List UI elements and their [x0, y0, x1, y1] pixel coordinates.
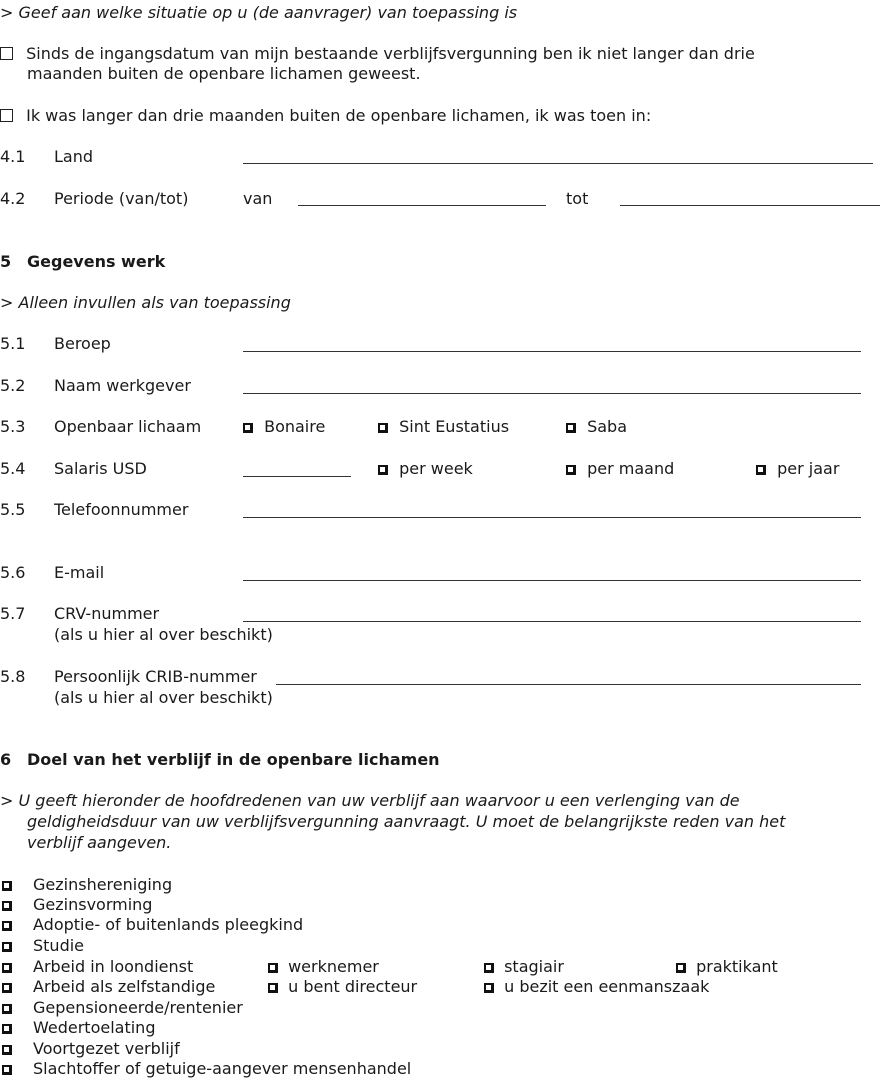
periode-from-label: van	[243, 189, 273, 208]
field-label-periode: Periode (van/tot)	[54, 189, 189, 208]
checkbox-icon[interactable]	[268, 983, 278, 993]
option-per-jaar[interactable]: per jaar	[756, 459, 839, 479]
input-line-beroep[interactable]	[243, 351, 861, 352]
reason-mensenhandel[interactable]: Slachtoffer of getuige-aangever mensenhandel	[0, 1059, 411, 1079]
field-number: 4.1	[0, 147, 26, 166]
section5-heading-number: 5	[0, 252, 12, 271]
reason-arbeid-zelfstandige[interactable]: Arbeid als zelfstandige	[0, 977, 215, 997]
checkbox-icon[interactable]	[2, 983, 12, 993]
option-eenmanszaak[interactable]: u bezit een eenmanszaak	[484, 977, 709, 997]
option-stagiair[interactable]: stagiair	[484, 957, 564, 977]
checkbox-icon[interactable]	[0, 47, 13, 60]
field-number: 5.6	[0, 563, 26, 582]
reason-gepensioneerde[interactable]: Gepensioneerde/rentenier	[0, 998, 243, 1018]
periode-to-label: tot	[566, 189, 589, 208]
reason-studie[interactable]: Studie	[0, 936, 84, 956]
input-line-periode-to[interactable]	[620, 205, 880, 206]
field-number: 5.8	[0, 667, 26, 686]
checkbox-icon[interactable]	[566, 423, 576, 433]
reason-gezinshereniging[interactable]: Gezinshereniging	[0, 875, 172, 895]
option-abroad-label: Ik was langer dan drie maanden buiten de openbare lichamen, ik was toen in:	[26, 106, 652, 125]
field-label-crv: CRV-nummer	[54, 604, 160, 623]
option-directeur[interactable]: u bent directeur	[268, 977, 417, 997]
checkbox-icon[interactable]	[2, 1004, 12, 1014]
checkbox-icon[interactable]	[2, 942, 12, 952]
option-abroad[interactable]	[0, 106, 651, 126]
input-line-werkgever[interactable]	[243, 393, 861, 394]
option-saba[interactable]: Saba	[566, 417, 627, 437]
option-per-maand[interactable]: per maand	[566, 459, 674, 479]
field-number: 5.4	[0, 459, 26, 478]
input-line-crib[interactable]	[276, 684, 861, 685]
checkbox-icon[interactable]	[2, 1065, 12, 1075]
checkbox-icon[interactable]	[2, 881, 12, 891]
section5-instruction: > Alleen invullen als van toepassing	[0, 293, 291, 312]
section6-heading: Doel van het verblijf in de openbare lichamen	[27, 750, 440, 769]
input-line-land[interactable]	[243, 163, 873, 164]
input-line-telefoon[interactable]	[243, 517, 861, 518]
reason-adoptie[interactable]: Adoptie- of buitenlands pleegkind	[0, 915, 303, 935]
reason-arbeid-loondienst[interactable]: Arbeid in loondienst	[0, 957, 193, 977]
field-label-crib: Persoonlijk CRIB-nummer	[54, 667, 257, 686]
checkbox-icon[interactable]	[378, 465, 388, 475]
field-number: 5.2	[0, 376, 26, 395]
field-label-land: Land	[54, 147, 94, 166]
checkbox-icon[interactable]	[756, 465, 766, 475]
checkbox-icon[interactable]	[0, 109, 13, 122]
field-sublabel-crib: (als u hier al over beschikt)	[54, 688, 273, 707]
field-number: 5.7	[0, 604, 26, 623]
field-label-openbaar-lichaam: Openbaar lichaam	[54, 417, 202, 436]
checkbox-icon[interactable]	[2, 963, 12, 973]
input-line-email[interactable]	[243, 580, 861, 581]
option-per-week[interactable]: per week	[378, 459, 473, 479]
input-line-salaris[interactable]	[243, 476, 351, 477]
option-praktikant[interactable]: praktikant	[676, 957, 778, 977]
input-line-crv[interactable]	[243, 621, 861, 622]
checkbox-icon[interactable]	[566, 465, 576, 475]
checkbox-icon[interactable]	[484, 983, 494, 993]
checkbox-icon[interactable]	[2, 1045, 12, 1055]
field-label-salaris: Salaris USD	[54, 459, 147, 478]
field-number: 5.3	[0, 417, 26, 436]
field-label-werkgever: Naam werkgever	[54, 376, 191, 395]
checkbox-icon[interactable]	[2, 901, 12, 911]
option-not-abroad[interactable]	[0, 44, 755, 64]
option-bonaire[interactable]: Bonaire	[243, 417, 325, 437]
checkbox-icon[interactable]	[484, 963, 494, 973]
checkbox-icon[interactable]	[2, 921, 12, 931]
reason-gezinsvorming[interactable]: Gezinsvorming	[0, 895, 152, 915]
option-not-abroad-label: Sinds de ingangsdatum van mijn bestaande verblijfsvergunning ben ik niet langer dan drie	[26, 44, 755, 63]
field-label-beroep: Beroep	[54, 334, 111, 353]
field-label-email: E-mail	[54, 563, 105, 582]
section5-heading: Gegevens werk	[27, 252, 166, 271]
checkbox-icon[interactable]	[268, 963, 278, 973]
option-werknemer[interactable]: werknemer	[268, 957, 379, 977]
field-label-telefoon: Telefoonnummer	[54, 500, 189, 519]
checkbox-icon[interactable]	[2, 1024, 12, 1034]
checkbox-icon[interactable]	[378, 423, 388, 433]
section6-instruction-line: geldigheidsduur van uw verblijfsvergunning aanvraagt. U moet de belangrijkste reden van het	[27, 812, 786, 831]
field-number: 5.5	[0, 500, 26, 519]
field-number: 4.2	[0, 189, 26, 208]
section4-instruction: > Geef aan welke situatie op u (de aanvrager) van toepassing is	[0, 3, 518, 22]
reason-wedertoelating[interactable]: Wedertoelating	[0, 1018, 155, 1038]
input-line-periode-from[interactable]	[298, 205, 546, 206]
reason-voortgezet-verblijf[interactable]: Voortgezet verblijf	[0, 1039, 180, 1059]
option-sint-eustatius[interactable]: Sint Eustatius	[378, 417, 509, 437]
section6-instruction-line: verblijf aangeven.	[27, 833, 172, 852]
section6-instruction-line: > U geeft hieronder de hoofdredenen van uw verblijf aan waarvoor u een verlenging van de	[0, 791, 740, 810]
checkbox-icon[interactable]	[676, 963, 686, 973]
field-sublabel-crv: (als u hier al over beschikt)	[54, 625, 273, 644]
section6-heading-number: 6	[0, 750, 12, 769]
field-number: 5.1	[0, 334, 26, 353]
option-not-abroad-label-cont: maanden buiten de openbare lichamen geweest.	[27, 64, 421, 83]
checkbox-icon[interactable]	[243, 423, 253, 433]
